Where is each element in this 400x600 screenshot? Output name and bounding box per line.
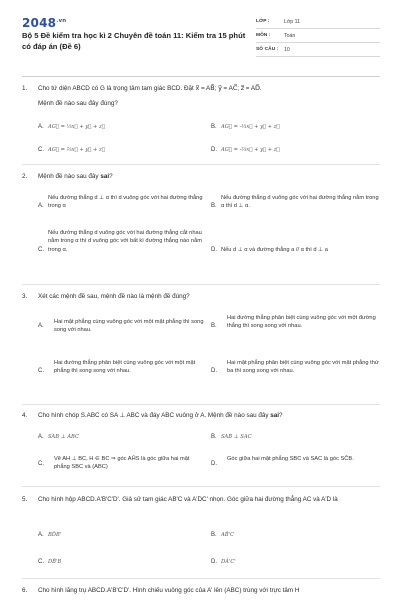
meta-class-row: [256, 15, 380, 29]
question-stem: Cho hình chóp S.ABC có SA ⊥ ABC và đáy ABC vuông ở A. Mệnh đề nào sau đây sai?: [38, 412, 283, 419]
option-a[interactable]: A. Nếu đường thẳng d ⊥ α thì d vuông góc với hai đường thẳng trong α: [38, 195, 203, 210]
question-divider: [22, 284, 380, 285]
option-d[interactable]: D. AG⃗ = -⅔x⃗ + y⃗ + z⃗: [211, 147, 280, 153]
option-d[interactable]: D. Hai mặt phẳng phân biệt cùng vuông góc với mặt phẳng thứ ba thì song song với nhau.: [211, 360, 379, 375]
header-divider: [22, 76, 380, 77]
question-5: [22, 495, 382, 504]
option-a[interactable]: A. Hai mặt phẳng cùng vuông góc với một mặt phẳng thì song song với nhau.: [38, 319, 204, 334]
page-title: Bộ 5 Đề kiểm tra học kì 2 Chuyên đề toán 11: Kiểm tra 15 phút có đáp án (Đề 6): [22, 31, 246, 51]
question-stem: Cho hình lăng trụ ABCD.A'B'C'D'. Hình chiếu vuông góc của A' lên (ABC) trùng với trực tâm H: [38, 587, 300, 594]
meta-label: SỐ CÂU :: [256, 47, 279, 52]
question-4: [22, 411, 382, 420]
meta-label: MÔN :: [256, 33, 271, 38]
option-a[interactable]: A. SAB ⊥ ABC: [38, 434, 79, 440]
option-c[interactable]: C. DB̂'B: [38, 559, 62, 565]
question-stem: Cho hình hộp ABCD.A'B'C'D'. Giả sử tam giác AB'C và A'DC' nhọn. Góc giữa hai đường thẳng AC và A'D là: [38, 496, 338, 503]
meta-value: Lớp 11: [284, 18, 300, 25]
option-b[interactable]: B. SAB ⊥ SAC: [211, 434, 252, 440]
question-stem: Cho tứ diện ABCD có G là trọng tâm tam giác BCD. Đặt x⃗ = AB⃗; y⃗ = AC⃗; z⃗ = AD⃗.: [38, 85, 262, 92]
question-divider: [22, 578, 380, 579]
question-prompt: Mệnh đề nào sau đây đúng?: [38, 100, 118, 107]
option-c[interactable]: C. AG⃗ = ⅔x⃗ + y⃗ + z⃗: [38, 147, 105, 153]
question-number: 4.: [22, 412, 28, 419]
meta-label: LỚP :: [256, 19, 270, 24]
question-number: 6.: [22, 587, 28, 594]
question-divider: [22, 404, 380, 405]
site-logo[interactable]: $2048^{.vn}$: [22, 16, 67, 30]
question-stem: Xét các mệnh đề sau, mệnh đề nào là mệnh đề đúng?: [38, 293, 190, 300]
question-number: 3.: [22, 293, 28, 300]
question-number: 1.: [22, 85, 28, 92]
option-b[interactable]: B. AB̂'C: [211, 532, 234, 538]
question-1: [22, 84, 382, 108]
option-b[interactable]: B. Nếu đường thẳng d vuông góc với hai đường thẳng nằm trong α thì d ⊥ α.: [211, 195, 379, 210]
option-c[interactable]: C. Hai đường thẳng phân biệt cùng vuông góc với một mặt phẳng thì song song với nhau.: [38, 360, 196, 375]
question-2: [22, 172, 382, 181]
meta-value: 10: [284, 46, 290, 53]
question-6: [22, 586, 382, 595]
option-b[interactable]: B. AG⃗ = -⅓x⃗ + y⃗ + z⃗: [211, 124, 280, 130]
meta-value: Toán: [284, 32, 296, 39]
question-number: 2.: [22, 173, 28, 180]
question-divider: [22, 164, 380, 165]
question-stem: Mệnh đề nào sau đây sai?: [38, 173, 113, 180]
option-d[interactable]: D. Góc giữa hai mặt phẳng SBC và SAC là góc SĈB.: [211, 456, 354, 467]
question-divider: [22, 486, 380, 487]
option-b[interactable]: B. Hai đường thẳng phân biệt cùng vuông góc với một đường thẳng thì song song với nhau.: [211, 315, 376, 330]
exam-meta: [256, 15, 380, 57]
meta-count-row: [256, 43, 380, 57]
option-c[interactable]: C. Vẽ AH ⊥ BC, H ∈ BC ⇒ góc AĤS là góc giữa hai mặt phẳng SBC và (ABC): [38, 456, 190, 471]
option-a[interactable]: A. BD̂B': [38, 532, 62, 538]
page-header: [0, 0, 400, 72]
option-a[interactable]: A. AG⃗ = ⅓x⃗ + y⃗ + z⃗: [38, 124, 105, 130]
option-d[interactable]: D. Nếu d ⊥ α và đường thẳng a // α thì d ⊥ a: [211, 247, 328, 253]
option-d[interactable]: D. DÂ'C': [211, 559, 236, 565]
option-c[interactable]: C. Nếu đường thẳng d vuông góc với hai đường thẳng cắt nhau nằm trong α thì d vuông góc với bất kì đường thẳng nào nằm trong α.: [38, 230, 202, 253]
meta-subject-row: [256, 29, 380, 43]
question-3: [22, 292, 382, 301]
question-number: 5.: [22, 496, 28, 503]
